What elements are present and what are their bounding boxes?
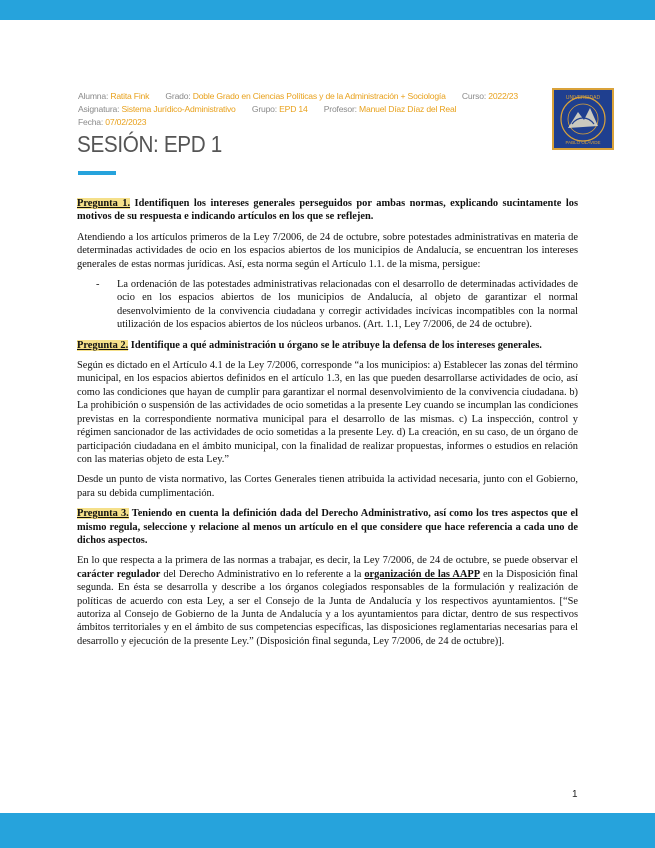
fecha-value: 07/02/2023 (105, 117, 147, 127)
asignatura-label: Asignatura: (78, 104, 120, 114)
logo-top-text: UNIVERSIDAD (565, 95, 601, 101)
university-logo (552, 88, 614, 150)
profesor-value: Manuel Díaz Díaz del Real (359, 104, 457, 114)
fecha-label: Fecha: (78, 117, 104, 127)
curso-value: 2022/23 (488, 91, 518, 101)
answer-3-paragraph (77, 554, 578, 648)
question-1-text: Identifiquen los intereses generales perseguidos por ambas normas, explicando sucintamente los motivos de su respuesta e indicando artículos en los que se reflejen. (77, 198, 578, 223)
university-seal-icon (554, 90, 612, 148)
top-accent-bar (0, 0, 655, 20)
curso-label: Curso: (461, 91, 487, 101)
profesor-label: Profesor: (323, 104, 357, 114)
answer-3-text-c: del Derecho Administrativo en lo referente a la (160, 568, 365, 580)
question-2 (77, 339, 578, 352)
list-item (77, 278, 578, 332)
question-3-label: Pregunta 3. (77, 508, 129, 520)
question-2-label: Pregunta 2. (77, 339, 129, 351)
asignatura-value: Sistema Jurídico-Administrativo (121, 104, 236, 114)
answer-3-bold: carácter regulador (77, 568, 161, 580)
question-1-label: Pregunta 1. (77, 198, 131, 209)
answer-2-paragraph: Según es dictado en el Artículo 4.1 de la Ley 7/2006, corresponde “a los municipios: a) Establecer las zonas del término municipal, en los espacios abiertos definidos en el artículo 1.3, en las que pueden desarrollarse actividades de ocio, así como las condiciones que hayan de cumplir para garantizar el normal desenvolvimiento de la convivencia ciudadana. b) La prohibición o suspensión de las actividades de ocio sometidas a la presente Ley cuando se incumplan las condiciones previstas en la correspondiente normativa municipal para el desarrollo de las mismas. c) La inspección, control y régimen sancionador de las actividades de ocio sometidas a la presente Ley. d) La creación, en su caso, de un órgano de participación ciudadana en el ámbito municipal, con la finalidad de realizar propuestas, informes o estudios en relación con las materias objeto de esta Ley.” (77, 360, 578, 465)
page-number: 1 (572, 789, 578, 800)
bottom-accent-bar (0, 813, 655, 848)
title-underline (78, 171, 116, 175)
answer-3-text-e: en la Disposición final segunda. En ésta se desarrolla y describe a los órganos colegiados responsables de la formulación y realización de políticas de acuerdo con esta Ley, a ser el Consejo de la Junta de Andalucía y los respectivos ayuntamientos. [“Se autoriza al Consejo de Gobierno de la Junta de Andalucía y a los ayuntamientos para dictar, dentro de sus respectivos ámbitos territoriales y en el ámbito de sus competencias específicas, las disposiciones reglamentarias necesarias para el desarrollo y ejecución de la presente Ley.” (Disposición final segunda, Ley 7/2006, de 24 de octubre)]. (77, 568, 578, 647)
question-2-text: Identifique a qué administración u órgano se le atribuye la defensa de los intereses generales. (128, 339, 542, 351)
grado-label: Grado: (165, 91, 191, 101)
answer-3-underlined: organización de las AAPP (364, 568, 481, 580)
answer-1-paragraph: Atendiendo a los artículos primeros de la Ley 7/2006, de 24 de octubre, sobre potestades administrativas en materia de determinadas actividades de ocio en los espacios abiertos de los municipios de Andalucía, se encuentran los intereses generales de estas normas jurídicas. Así, esta norma según el Artículo 1.1. de la misma, persigue: (77, 231, 578, 270)
dash-bullet: - (96, 279, 100, 291)
answer-2-paragraph-2: Desde un punto de vista normativo, las Cortes Generales tienen atribuida la actividad necesaria, junto con el Gobierno, para su debida cumplimentación. (77, 474, 578, 499)
grupo-value: EPD 14 (279, 104, 308, 114)
answer-1-list (77, 278, 578, 332)
question-3 (77, 507, 578, 547)
alumna-value: Ratita Fink (110, 91, 150, 101)
grupo-label: Grupo: (251, 104, 277, 114)
question-1 (77, 197, 578, 224)
question-3-text: Teniendo en cuenta la definición dada del Derecho Administrativo, así como los tres aspectos que el mismo regula, seleccione y relacione al menos un artículo en el que considere que hace referencia a cada uno de dichos aspectos. (77, 508, 578, 546)
page-title: SESIÓN: EPD 1 (77, 131, 222, 157)
answer-3-text-a: En lo que respecta a la primera de las normas a trabajar, es decir, la Ley 7/2006, de 24 de octubre, se puede observar el (77, 555, 578, 567)
logo-bottom-text: PABLO OLAVIDE (565, 140, 601, 145)
document-body (77, 197, 578, 655)
list-item-text: La ordenación de las potestades administrativas relacionadas con el desarrollo de determinadas actividades de ocio en los espacios abiertos de los municipios de Andalucía, al objeto de garantizar el normal desenvolvimiento de la convivencia ciudadana y corregir actividades incívicas incompatibles con la normal utilización de los espacios abiertos de los núcleos urbanos. (Art. 1.1, Ley 7/2006, de 24 de octubre). (117, 279, 578, 331)
grado-value: Doble Grado en Ciencias Políticas y de la Administración + Sociología (192, 91, 446, 101)
document-header (78, 90, 533, 129)
alumna-label: Alumna: (78, 91, 109, 101)
